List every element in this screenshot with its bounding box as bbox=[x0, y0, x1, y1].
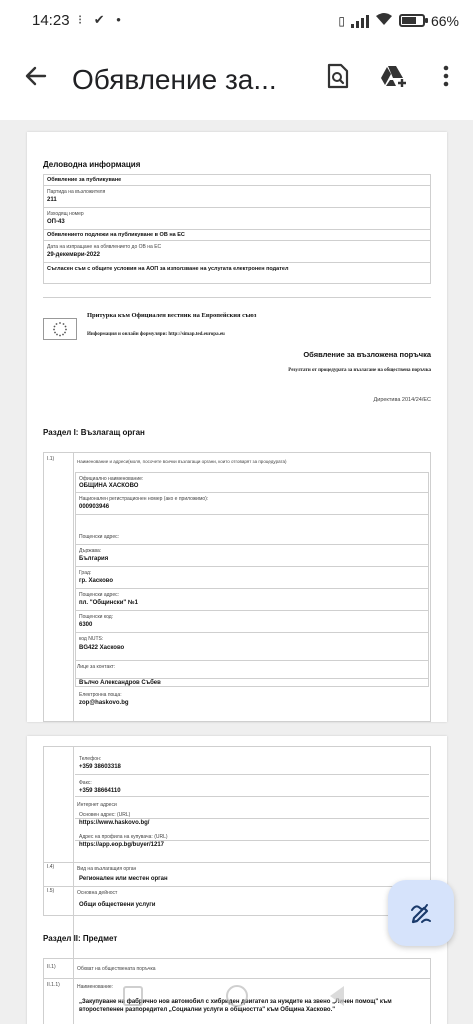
country-label: Държава: bbox=[79, 548, 102, 554]
nav-back-button[interactable] bbox=[330, 986, 344, 1006]
i4-number: I.4) bbox=[47, 864, 55, 870]
city: гр. Хасково bbox=[79, 578, 114, 584]
status-right bbox=[338, 12, 459, 29]
label-outgoing: Изходящ номер bbox=[47, 211, 84, 217]
document-title: Обявление за... bbox=[72, 64, 277, 95]
section-1-heading: Раздел I: Възлагащ орган bbox=[43, 428, 145, 437]
email-label: Електронна поща: bbox=[79, 692, 122, 698]
signal-icon bbox=[351, 14, 369, 28]
city-label: Град: bbox=[79, 570, 92, 576]
reg-label: Национален регистрационен номер (ако е приложимо): bbox=[79, 496, 209, 502]
value-outgoing: ОП-43 bbox=[47, 219, 65, 225]
more-options-button[interactable] bbox=[430, 60, 462, 92]
internet-label: Интернет адреси bbox=[77, 802, 117, 808]
email: zop@haskovo.bg bbox=[79, 700, 129, 706]
notification-icons: ⁝ ✔ • bbox=[78, 12, 125, 27]
label-partida: Партида на възложителя bbox=[47, 189, 106, 195]
address-block bbox=[75, 472, 429, 687]
value-date: 29-декември-2022 bbox=[47, 252, 100, 258]
row-agree: Съгласен съм с общите условия на АОП за използване на услугата електронен подател bbox=[47, 266, 289, 272]
annotate-button[interactable] bbox=[388, 880, 454, 946]
country: България bbox=[79, 556, 109, 562]
row-ov-eu: Обявлението подлежи на публикуване в ОВ на ЕС bbox=[47, 232, 185, 238]
status-time: 14:23 bbox=[32, 12, 70, 29]
home-button[interactable] bbox=[226, 985, 248, 1007]
battery-icon bbox=[399, 14, 425, 27]
drive-add-icon bbox=[380, 64, 408, 88]
search-document-button[interactable] bbox=[322, 60, 354, 92]
nuts: BG422 Хасково bbox=[79, 645, 125, 651]
i5-number: I.5) bbox=[47, 888, 55, 894]
zip: 6300 bbox=[79, 622, 93, 628]
ii1-number: II.1) bbox=[47, 964, 56, 970]
s1-number: I.1) bbox=[47, 456, 55, 462]
i5-label: Основна дейност bbox=[77, 890, 118, 896]
eu-flag-logo bbox=[43, 318, 77, 340]
app-bar bbox=[0, 44, 473, 120]
notice-subtitle: Резултати от процедурата за възлагане на обществена поръчка bbox=[288, 368, 431, 373]
label-date: Дата на изпращане на обявлението до ОВ на ЕС bbox=[47, 244, 162, 250]
value-partida: 211 bbox=[47, 197, 57, 203]
ii11-number: II.1.1) bbox=[47, 982, 60, 988]
heading-delovodna: Деловодна информация bbox=[43, 160, 141, 169]
row-publish: Обявление за публикуване bbox=[47, 177, 122, 183]
postal-label: Пощенски адрес: bbox=[79, 534, 119, 540]
back-arrow-icon bbox=[25, 65, 47, 87]
fax-label: Факс: bbox=[79, 780, 92, 786]
address: пл. "Общински" №1 bbox=[79, 600, 138, 606]
pdf-page-2 bbox=[27, 736, 447, 1024]
phone-label: Телефон: bbox=[79, 756, 102, 762]
contact-label: Лице за контакт: bbox=[77, 664, 116, 670]
address-label: Пощенски адрес: bbox=[79, 592, 119, 598]
pdf-page-1 bbox=[27, 132, 447, 722]
contact: Вълчо Александров Събев bbox=[79, 680, 161, 686]
fax: +359 38664110 bbox=[79, 788, 121, 794]
i5-value: Общи обществени услуги bbox=[79, 902, 156, 908]
recent-apps-button[interactable] bbox=[123, 986, 143, 1006]
eu-supplement-title: Притурка към Официален вестник на Европейския съюз bbox=[87, 312, 257, 319]
status-bar bbox=[0, 0, 473, 44]
phone: +359 38603318 bbox=[79, 764, 121, 770]
reg-value: 000903946 bbox=[79, 504, 110, 510]
ii1-label: Обхват на обществената поръчка bbox=[77, 966, 156, 972]
official-name: ОБЩИНА ХАСКОВО bbox=[79, 483, 139, 489]
battery-percent: 66% bbox=[430, 12, 459, 29]
back-button[interactable] bbox=[20, 60, 52, 92]
i4-label: Вид на възлагащия орган bbox=[77, 866, 137, 872]
main-url-label: Основен адрес: (URL) bbox=[79, 812, 131, 818]
zip-label: Пощенски код: bbox=[79, 614, 114, 620]
directive: Директива 2014/24/ЕС bbox=[373, 397, 431, 403]
profile-label: Адрес на профила на купувача: (URL) bbox=[79, 834, 168, 840]
document-search-icon bbox=[327, 63, 349, 89]
wifi-icon bbox=[375, 12, 393, 29]
official-name-label: Официално наименование: bbox=[79, 476, 144, 482]
s1-label: Наименование и адреси(моля, посочете всички възлагащи органи, които отговарят за процедурата) bbox=[77, 459, 287, 464]
section-2-heading: Раздел II: Предмет bbox=[43, 934, 118, 943]
eu-info: Информация и онлайн формуляри: http://simap.ted.europa.eu bbox=[87, 332, 225, 337]
add-to-drive-button[interactable] bbox=[378, 60, 410, 92]
pen-edit-icon bbox=[408, 900, 434, 926]
notice-title: Обявление за възложена поръчка bbox=[303, 350, 431, 359]
ii11-label: Наименование: bbox=[77, 984, 114, 990]
ii11-value: „Закупуване на фабрично нов автомобил с хибриден двигател за нуждите на звено „Личен помощ" към второстепенен разпоредител „Социални услуги в общността" към Община Хасково." bbox=[79, 999, 392, 1013]
profile-url[interactable]: https://app.eop.bg/buyer/1217 bbox=[79, 842, 165, 848]
nuts-label: код NUTS: bbox=[79, 636, 104, 642]
more-vert-icon bbox=[443, 65, 449, 87]
i4-value: Регионален или местен орган bbox=[79, 876, 168, 882]
main-url[interactable]: https://www.haskovo.bg/ bbox=[79, 820, 150, 826]
battery-level bbox=[402, 17, 417, 24]
vibrate-icon: ▯ bbox=[338, 13, 345, 28]
